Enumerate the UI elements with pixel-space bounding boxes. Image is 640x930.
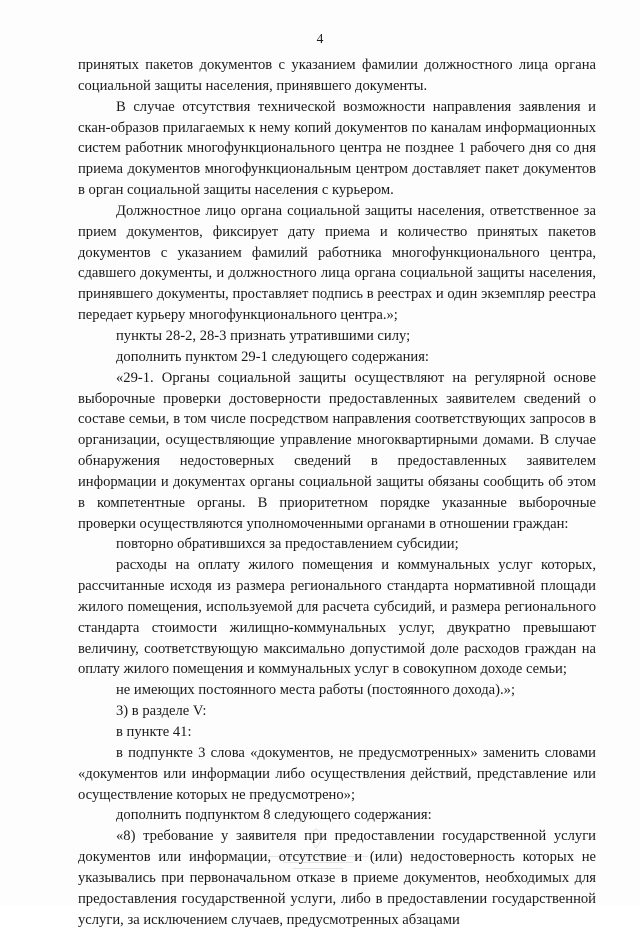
paragraph: пункты 28-2, 28-3 признать утратившими силу; <box>116 327 411 344</box>
paragraph: «8) требование у заявителя при предоставлении государственной услуги документов или информации, отсутствие и (или) недостоверность которых не указывались при первоначальном отказе в приеме документов, необходимых для предоставления государственной услуги, либо в предоставлении государственной услуги, за исключением случаев, предусмотренных абзацами <box>78 828 596 928</box>
emblem-watermark-icon <box>296 826 336 856</box>
paragraph: в подпункте 3 слова «документов, не предусмотренных» заменить словами «документов или информации либо осуществления действий, представление или осуществление которых не предусмотрено»; <box>78 744 596 803</box>
stamp-marks <box>268 856 368 878</box>
document-body <box>78 55 596 930</box>
paragraph: принятых пакетов документов с указанием фамилии должностного лица органа социальной защиты населения, принявшего документы. <box>78 57 596 94</box>
paragraph: в пункте 41: <box>116 724 192 740</box>
paragraph: «29-1. Органы социальной защиты осуществляют на регулярной основе выборочные проверки достоверности предоставленных заявителем сведений о составе семьи, в том числе посредством направления соответствующих запросов в организации, осуществляющие управление многоквартирными домами. В случае обнаружения недостоверных сведений в предоставленных заявителем информации и документах органы социальной защиты обязаны сообщить об этом в компетентные органы. В приоритетном порядке указанные выборочные проверки осуществляются уполномоченными органами в отношении граждан: <box>78 369 596 532</box>
paragraph: повторно обратившихся за предоставлением субсидии; <box>116 536 459 553</box>
paragraph: дополнить подпунктом 8 следующего содержания: <box>116 807 432 824</box>
paragraph: 3) в разделе V: <box>116 703 207 720</box>
paragraph: не имеющих постоянного места работы (постоянного дохода).»; <box>116 682 516 699</box>
paragraph: дополнить пунктом 29-1 следующего содержания: <box>116 348 429 365</box>
paragraph: расходы на оплату жилого помещения и коммунальных услуг которых, рассчитанные исходя из размера регионального стандарта нормативной площади жилого помещения, используемой для расчета субсидий, и размера регионального стандарта стоимости жилищно-коммунальных услуг, двукратно превышают величину, соответствующую максимально допустимой доле расходов граждан на оплату жилого помещения и коммунальных услуг в совокупном доходе семьи; <box>78 557 596 678</box>
paragraph: В случае отсутствия технической возможности направления заявления и скан-образов прилагаемых к нему копий документов по каналам информационных систем работник многофункционального центра не позднее 1 рабочего дня со дня приема документов многофункциональным центром доставляет пакет документов в орган социальной защиты населения с курьером. <box>78 98 596 199</box>
page-number: 4 <box>316 31 324 46</box>
paragraph: Должностное лицо органа социальной защиты населения, ответственное за прием документов, фиксирует дату приема и количество принятых пакетов документов с указанием фамилий работника многофункционального центра, сдавшего документы, и должностного лица органа социальной защиты населения, принявшего документы, проставляет подпись в реестрах и один экземпляр реестра передает курьеру многофункционального центра.»; <box>78 202 596 324</box>
